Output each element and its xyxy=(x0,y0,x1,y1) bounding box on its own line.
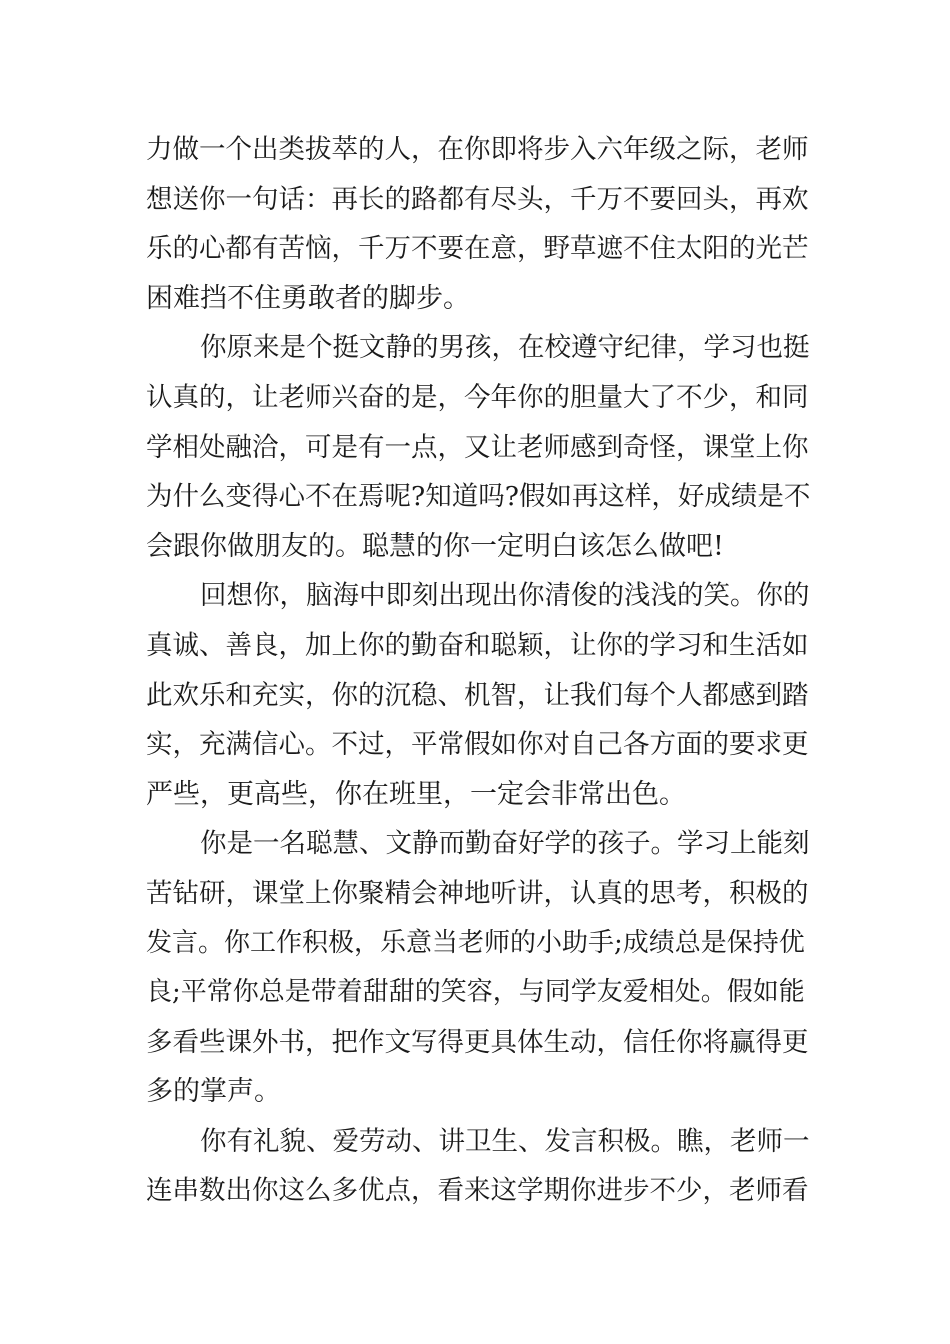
text-line: 实，充满信心。不过，平常假如你对自己各方面的要求更 xyxy=(146,729,809,761)
text-line: 连串数出你这么多优点，看来这学期你进步不少，老师看 xyxy=(146,1175,809,1207)
text-line: 为什么变得心不在焉呢?知道吗?假如再这样，好成绩是不 xyxy=(146,481,811,513)
text-line: 多看些课外书，把作文写得更具体生动，信任你将赢得更 xyxy=(146,1026,809,1058)
text-line: 严些，更高些，你在班里，一定会非常出色。 xyxy=(146,778,686,810)
text-line: 会跟你做朋友的。聪慧的你一定明白该怎么做吧! xyxy=(146,530,724,562)
paragraph xyxy=(146,819,816,1117)
text-line: 真诚、善良，加上你的勤奋和聪颖，让你的学习和生活如 xyxy=(146,629,809,661)
text-line: 力做一个出类拔萃的人，在你即将步入六年级之际，老师 xyxy=(146,134,809,165)
text-line: 发言。你工作积极，乐意当老师的小助手;成绩总是保持优 xyxy=(146,927,805,958)
text-line: 困难挡不住勇敢者的脚步。 xyxy=(146,282,470,314)
paragraph xyxy=(146,1117,816,1216)
paragraph xyxy=(146,125,816,323)
text-line: 学相处融洽，可是有一点，又让老师感到奇怪，课堂上你 xyxy=(146,431,809,463)
paragraph xyxy=(146,571,816,819)
text-line: 良;平常你总是带着甜甜的笑容，与同学友爱相处。假如能 xyxy=(146,977,805,1008)
text-line: 你有礼貌、爱劳动、讲卫生、发言积极。瞧，老师一 xyxy=(200,1125,810,1157)
text-line: 想送你一句话：再长的路都有尽头，千万不要回头，再欢 xyxy=(146,183,809,215)
paragraph xyxy=(146,323,816,571)
text-line: 认真的，让老师兴奋的是，今年你的胆量大了不少，和同 xyxy=(146,381,809,413)
text-line: 多的掌声。 xyxy=(146,1076,281,1108)
text-line: 你是一名聪慧、文静而勤奋好学的孩子。学习上能刻 xyxy=(200,828,810,860)
text-line: 回想你，脑海中即刻出现出你清俊的浅浅的笑。你的 xyxy=(200,580,810,612)
text-line: 乐的心都有苦恼，千万不要在意，野草遮不住太阳的光芒 xyxy=(146,233,809,265)
text-line: 苦钻研，课堂上你聚精会神地听讲，认真的思考，积极的 xyxy=(146,877,809,909)
document-body xyxy=(146,125,816,1216)
text-line: 此欢乐和充实，你的沉稳、机智，让我们每个人都感到踏 xyxy=(146,679,809,711)
text-line: 你原来是个挺文静的男孩，在校遵守纪律，学习也挺 xyxy=(200,332,810,364)
